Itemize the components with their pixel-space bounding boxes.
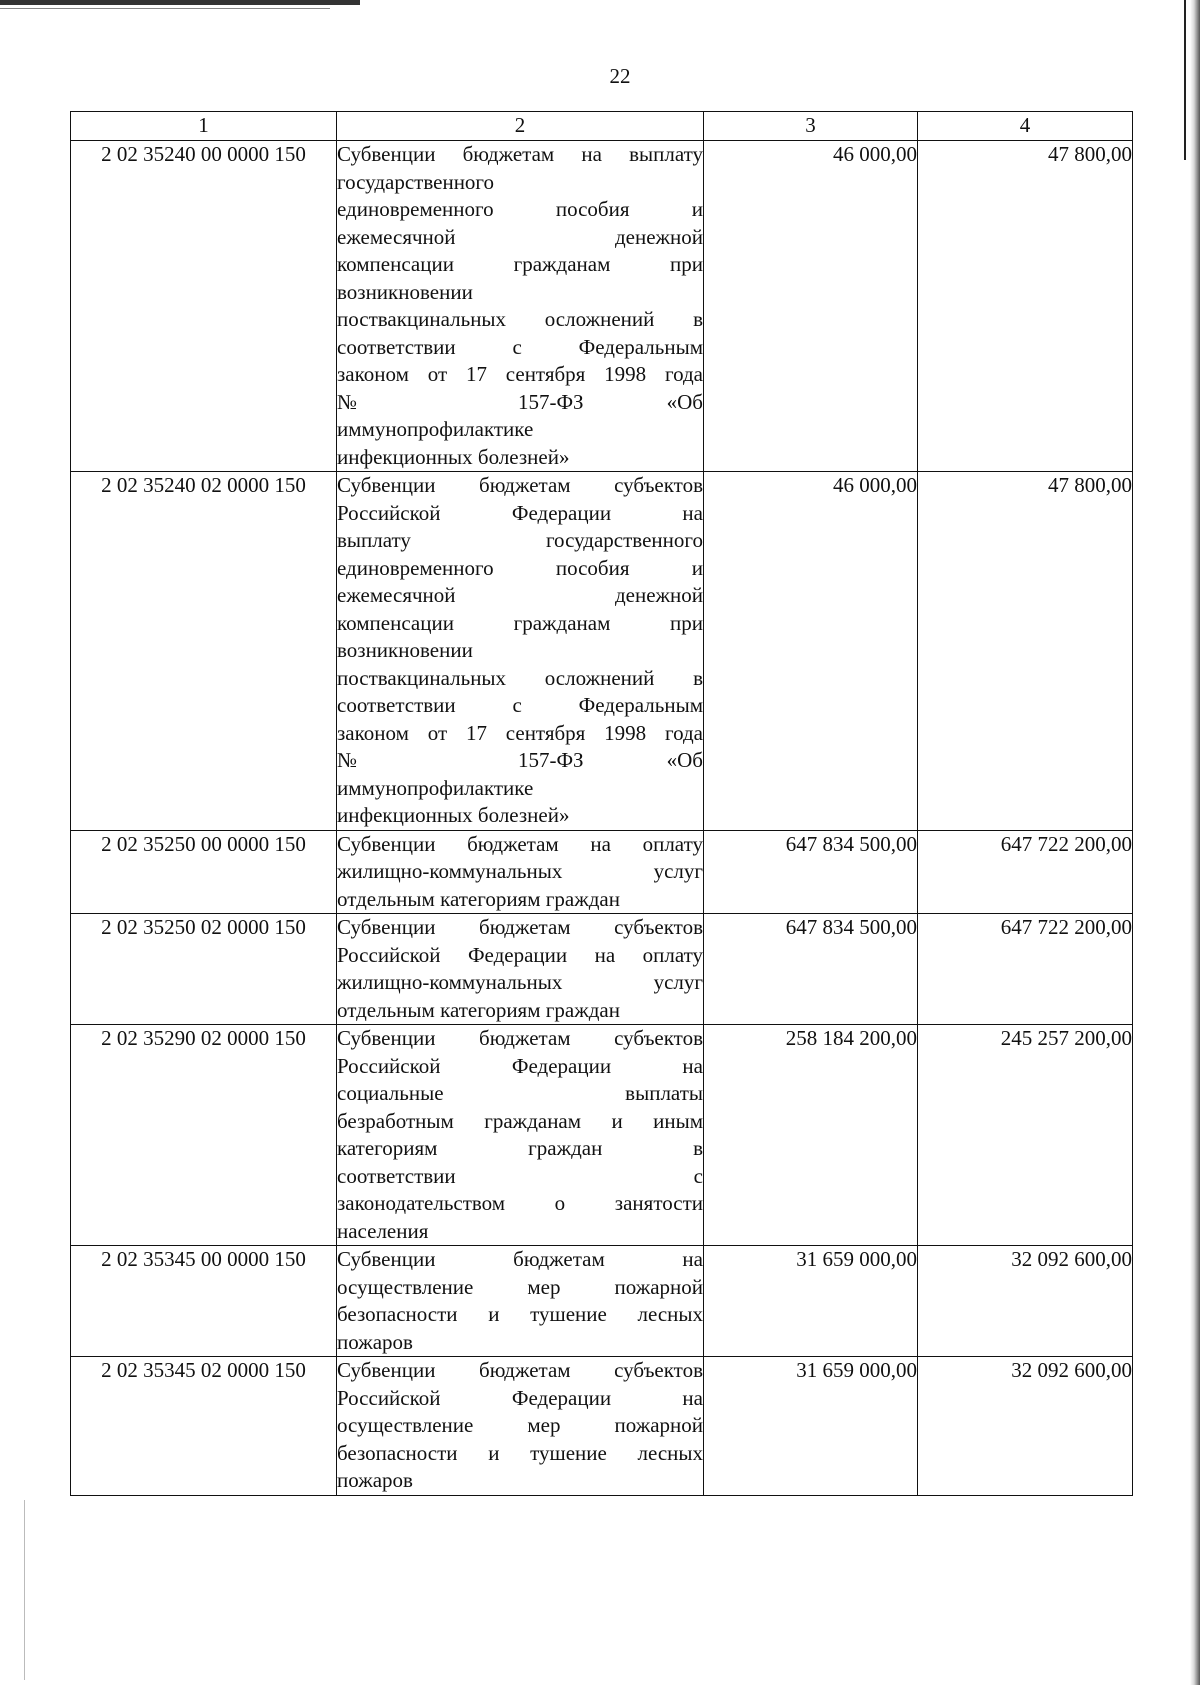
description-line: Субвенции бюджетам субъектов [337,1026,703,1050]
table-row [71,830,1133,914]
description-line: законодательством о занятости [337,1191,703,1215]
description-line: отдельным категориям граждан [337,886,620,911]
budget-table [70,111,1133,1496]
table-row [71,914,1133,1025]
amount-column-3: 31 659 000,00 [704,1357,918,1496]
description-line: иммунопрофилактике [337,775,534,800]
amount-column-4: 245 257 200,00 [918,1025,1133,1246]
page-number: 22 [609,64,631,88]
description-line: осуществление мер пожарной [337,1274,703,1299]
column-header-1: 1 [71,112,337,141]
budget-code-cell: 2 02 35290 02 0000 150 [71,1025,337,1246]
description-cell [337,1246,704,1357]
description-line: безопасности и тушение лесных [337,1440,703,1465]
amount-column-3: 46 000,00 [704,141,918,472]
amount-column-3: 31 659 000,00 [704,1246,918,1357]
description-line: соответствии с Федеральным [337,693,703,717]
description-line: единовременного пособия и [337,555,703,580]
description-line: Российской Федерации на [337,500,703,525]
description-line: компенсации гражданам при [337,610,703,635]
description-cell [337,472,704,831]
table-header-row [71,112,1133,141]
amount-column-4: 47 800,00 [918,141,1133,472]
amount-column-4: 47 800,00 [918,472,1133,831]
description-cell [337,1025,704,1246]
description-line: ежемесячной денежной [337,583,703,607]
description-line: безопасности и тушение лесных [337,1302,703,1326]
budget-code-cell: 2 02 35240 02 0000 150 [71,472,337,831]
amount-column-4: 647 722 200,00 [918,830,1133,914]
table-body [71,141,1133,1496]
description-line: соответствии с [337,1163,703,1188]
table-row [71,1357,1133,1496]
description-line: Субвенции бюджетам на оплату [337,831,703,856]
amount-column-3: 258 184 200,00 [704,1025,918,1246]
description-cell [337,141,704,472]
scan-edge-left-line [24,1500,25,1680]
scan-edge-top [0,0,360,5]
description-cell [337,830,704,914]
description-line: осуществление мер пожарной [337,1413,703,1437]
budget-code-cell: 2 02 35345 00 0000 150 [71,1246,337,1357]
amount-column-4: 32 092 600,00 [918,1246,1133,1357]
table-row [71,472,1133,831]
description-line: возникновении [337,638,473,662]
description-line: Субвенции бюджетам субъектов [337,915,703,939]
budget-code-cell: 2 02 35345 02 0000 150 [71,1357,337,1496]
description-line: отдельным категориям граждан [337,997,620,1022]
amount-column-3: 647 834 500,00 [704,914,918,1025]
description-line: поствакцинальных осложнений в [337,665,703,690]
description-line: пожаров [337,1468,413,1492]
description-line: Субвенции бюджетам субъектов [337,473,703,497]
description-line: иммунопрофилактике [337,417,534,441]
description-line: инфекционных болезней» [337,803,570,827]
description-line: пожаров [337,1329,413,1354]
description-line: Российской Федерации на [337,1385,703,1410]
description-line: жилищно-коммунальных услуг [337,859,703,883]
description-line: поствакцинальных осложнений в [337,307,703,331]
table-row [71,1025,1133,1246]
description-line: единовременного пособия и [337,197,703,221]
description-line: Субвенции бюджетам на [337,1247,703,1271]
description-cell [337,1357,704,1496]
description-line: государственного [337,169,495,194]
scan-edge-top-line [0,8,330,9]
amount-column-4: 647 722 200,00 [918,914,1133,1025]
description-line: № 157-ФЗ «Об [337,389,703,414]
budget-code-cell: 2 02 35250 00 0000 150 [71,830,337,914]
description-line: законом от 17 сентября 1998 года [337,362,703,386]
description-line: законом от 17 сентября 1998 года [337,720,703,745]
description-line: Субвенции бюджетам субъектов [337,1358,703,1382]
scan-edge-right [1190,0,1200,1685]
amount-column-3: 46 000,00 [704,472,918,831]
column-header-2: 2 [337,112,704,141]
table-row [71,141,1133,472]
description-line: № 157-ФЗ «Об [337,748,703,772]
description-line: соответствии с Федеральным [337,334,703,359]
description-line: Российской Федерации на оплату [337,942,703,967]
table-row [71,1246,1133,1357]
amount-column-4: 32 092 600,00 [918,1357,1133,1496]
description-line: компенсации гражданам при [337,252,703,276]
column-header-3: 3 [704,112,918,141]
description-line: ежемесячной денежной [337,224,703,249]
amount-column-3: 647 834 500,00 [704,830,918,914]
description-line: категориям граждан в [337,1136,703,1160]
description-line: выплату государственного [337,528,703,552]
description-line: Российской Федерации на [337,1053,703,1078]
budget-code-cell: 2 02 35250 02 0000 150 [71,914,337,1025]
description-line: социальные выплаты [337,1081,703,1105]
description-line: Субвенции бюджетам на выплату [337,142,703,166]
description-line: населения [337,1218,429,1243]
description-cell [337,914,704,1025]
column-header-4: 4 [918,112,1133,141]
description-line: жилищно-коммунальных услуг [337,970,703,994]
description-line: безработным гражданам и иным [337,1108,703,1133]
budget-code-cell: 2 02 35240 00 0000 150 [71,141,337,472]
description-line: инфекционных болезней» [337,444,570,469]
description-line: возникновении [337,279,473,304]
